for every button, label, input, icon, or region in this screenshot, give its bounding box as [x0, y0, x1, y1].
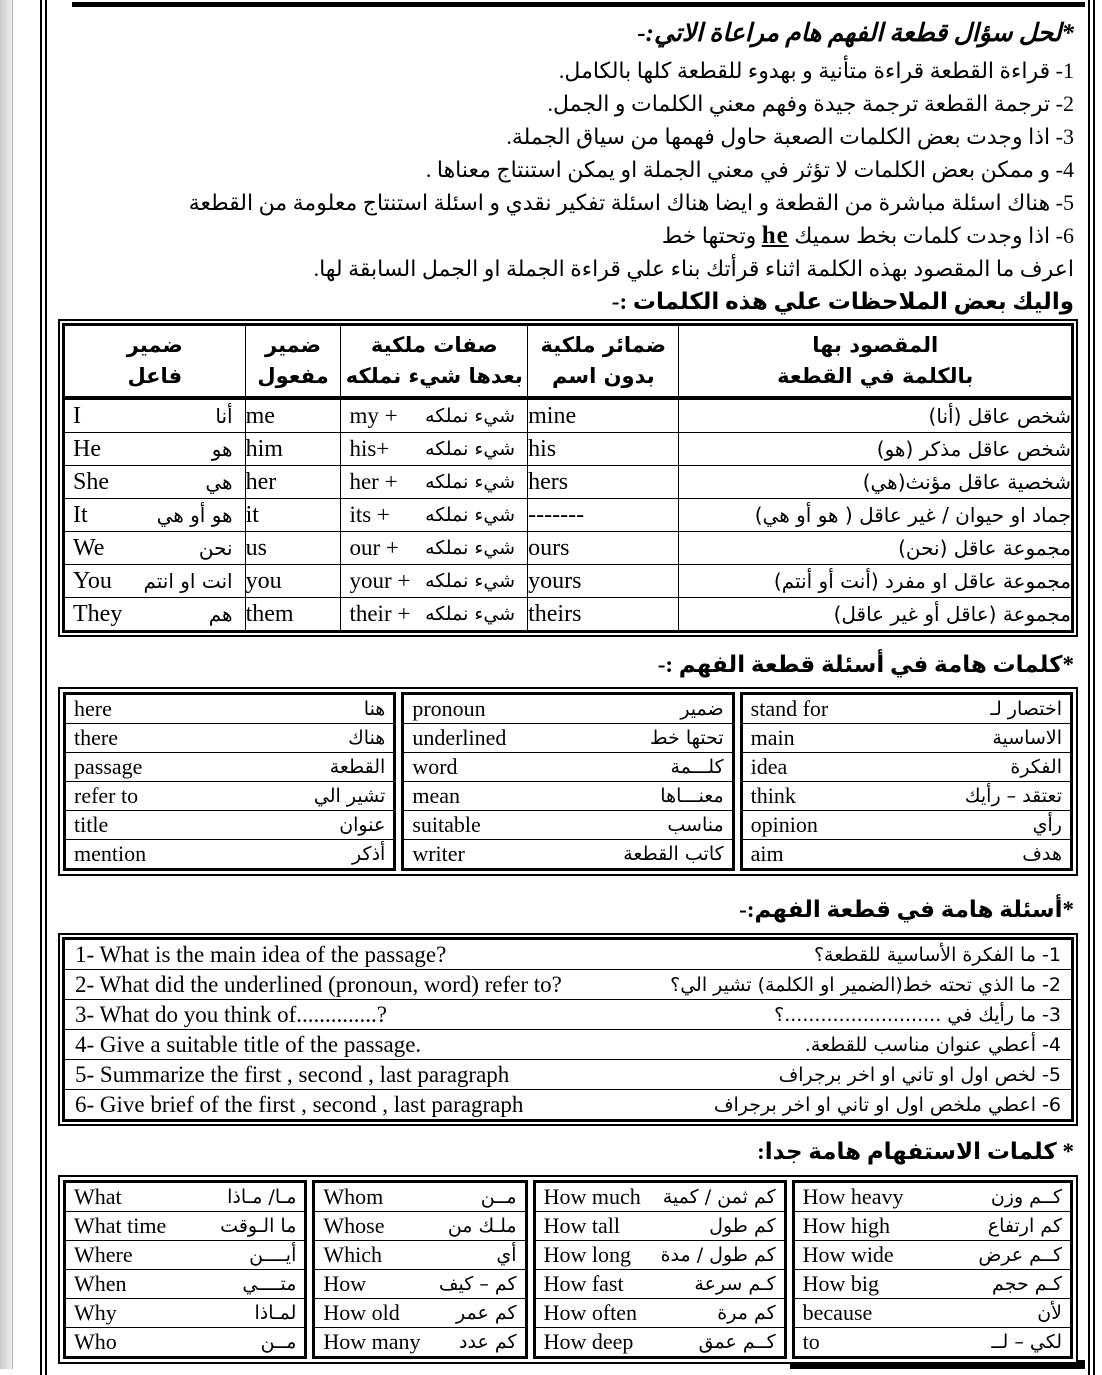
table-row [64, 433, 1073, 466]
subject-en: I [73, 402, 81, 429]
cell-possessive-adjective [341, 398, 528, 433]
poss-adj-ar: شيء نملكه [425, 471, 516, 493]
poss-adj-en: its + [349, 502, 390, 527]
instruction-6 [58, 219, 1074, 252]
scan-page-edge [0, 0, 13, 1369]
cell-subject [64, 499, 246, 532]
question-words-group-1 [63, 1180, 307, 1359]
qword-en: How many [323, 1329, 421, 1354]
vocab-en: writer [412, 841, 465, 866]
question-en: 4- Give a suitable title of the passage. [75, 1031, 422, 1057]
table-row [65, 1090, 1071, 1119]
qword-ar: ما الـوقت [220, 1215, 297, 1237]
qword-ar: لمـاذا [254, 1302, 297, 1324]
qword-ar: لكي – لــ [991, 1331, 1062, 1353]
meaning-text: شخص عاقل مذكر (هو) [876, 437, 1071, 461]
subject-en: She [73, 468, 109, 495]
table-row [65, 1030, 1071, 1060]
list-item [66, 1328, 304, 1356]
subject-ar: هو أو هي [156, 503, 233, 527]
qword-en: because [802, 1300, 873, 1325]
notes-heading: واليك بعض الملاحظات علي هذه الكلمات :- [611, 289, 1074, 314]
list-item [66, 1212, 304, 1241]
pronoun-table [62, 323, 1074, 633]
list-item [795, 1183, 1070, 1212]
vocab-en: here [74, 696, 112, 721]
cell-object: her [245, 466, 341, 499]
question-words-group-3 [533, 1180, 787, 1359]
question-ar: 2- ما الذي تحته خط(الضمير او الكلمة) تشير الي؟ [670, 973, 1061, 996]
qword-en: to [802, 1329, 820, 1354]
qword-en: How tall [543, 1213, 620, 1238]
qword-ar: كم ارتفاع [987, 1215, 1062, 1237]
question-en: 5- Summarize the first , second , last paragraph [75, 1061, 510, 1087]
list-item [66, 1270, 304, 1299]
vocab-section-heading: *كلمات هامة في أسئلة قطعة الفهم :- [657, 652, 1074, 677]
subject-ar: انت او انتم [143, 569, 233, 593]
vocab-en: there [74, 725, 118, 750]
list-item [315, 1212, 524, 1241]
instruction-6-suffix: وتحتها خط [661, 223, 762, 248]
table-row [64, 499, 1073, 532]
instruction-3: 3- اذا وجدت بعض الكلمات الصعبة حاول فهمها من سياق الجملة. [506, 124, 1074, 149]
header-line: بدون اسم [551, 364, 655, 388]
document-content [58, 6, 1078, 1364]
vocab-ar: رأي [1032, 814, 1062, 836]
question-ar: 3- ما رأيك في ..........................؟ [774, 1003, 1061, 1026]
meaning-text: مجموعة عاقل (نحن) [898, 536, 1071, 560]
question-en: 3- What do you think of..............? [75, 1001, 387, 1027]
instruction-6-note: اعرف ما المقصود بهذه الكلمة اثناء قرأتك بناء علي قراءة الجملة او الجمل السابقة لها. [313, 256, 1074, 281]
list-item [795, 1241, 1070, 1270]
question-words-table [58, 1175, 1078, 1364]
list-item [66, 695, 393, 724]
cell-possessive-adjective [341, 532, 528, 565]
qword-en: How big [802, 1271, 880, 1296]
header-line: فاعل [127, 364, 183, 388]
list-item [315, 1183, 524, 1212]
poss-adj-en: his+ [349, 436, 390, 461]
vocab-en: pronoun [412, 696, 486, 721]
qword-ar: كم – كيف [438, 1273, 517, 1295]
vocab-en: think [750, 783, 796, 808]
vocab-table [58, 687, 1078, 876]
cell-possessive-pronoun: his [528, 433, 679, 466]
instruction-1: 1- قراءة القطعة قراءة متأنية و بهدوء للقطعة كلها بالكامل. [558, 58, 1074, 83]
qword-ar: أيــــن [249, 1244, 297, 1266]
vocab-ar: معنـــاها [660, 785, 724, 807]
page-title: *لحل سؤال قطعة الفهم هام مراعاة الاتي:- [637, 20, 1074, 47]
header-possessive-adjectives [341, 325, 528, 399]
list-item [795, 1328, 1070, 1356]
instruction-2: 2- ترجمة القطعة ترجمة جيدة وفهم معني الكلمات و الجمل. [547, 91, 1074, 116]
qword-ar: لأن [1037, 1302, 1062, 1324]
header-line: المقصود بها [812, 333, 939, 357]
subject-en: We [73, 534, 105, 561]
qword-en: Where [74, 1242, 133, 1267]
subject-ar: نحن [198, 536, 233, 560]
qword-ar: ملـك من [447, 1215, 517, 1237]
qword-en: How wide [802, 1242, 894, 1267]
qword-ar: كم مرة [717, 1302, 776, 1324]
qword-en: How often [543, 1300, 638, 1325]
pronoun-table-frame [58, 319, 1078, 637]
cell-subject [64, 466, 246, 499]
list-item [795, 1299, 1070, 1328]
vocab-ar: تعتقد – رأيك [964, 785, 1062, 807]
qword-en: When [74, 1271, 127, 1296]
table-row [64, 466, 1073, 499]
list-item [743, 840, 1070, 868]
qword-en: Why [74, 1300, 117, 1325]
qword-ar: كـم حجم [992, 1273, 1062, 1295]
qword-ar: كم طول / مدة [660, 1244, 776, 1266]
poss-adj-ar: شيء نملكه [425, 570, 516, 592]
vocab-en: idea [750, 754, 788, 779]
vocab-en: word [412, 754, 458, 779]
questions-table-frame [58, 933, 1078, 1126]
qword-en: Which [323, 1242, 383, 1267]
qword-ar: كــم عمق [698, 1331, 776, 1353]
qword-ar: متــــي [242, 1273, 297, 1295]
cell-meaning [679, 466, 1073, 499]
subject-ar: هو [211, 437, 233, 461]
meaning-text: مجموعة (عاقل أو غير عاقل) [833, 602, 1071, 626]
qword-en: How deep [543, 1329, 634, 1354]
header-meaning [679, 325, 1073, 399]
qword-ar: مــن [480, 1186, 517, 1208]
list-item [315, 1241, 524, 1270]
vocab-en: passage [74, 754, 143, 779]
header-line: ضمائر ملكية [540, 333, 667, 357]
qword-en: How [323, 1271, 367, 1296]
list-item [315, 1270, 524, 1299]
list-item [315, 1299, 524, 1328]
qword-ar: كم عدد [459, 1331, 517, 1353]
list-item [536, 1299, 784, 1328]
cell-possessive-pronoun: mine [528, 398, 679, 433]
header-line: مفعول [257, 364, 329, 388]
poss-adj-ar: شيء نملكه [425, 438, 516, 460]
vocab-group-3 [740, 692, 1073, 871]
cell-meaning [679, 499, 1073, 532]
list-item [66, 1241, 304, 1270]
list-item [536, 1212, 784, 1241]
list-item [404, 753, 731, 782]
cell-meaning [679, 565, 1073, 598]
qword-en: How fast [543, 1271, 624, 1296]
poss-adj-en: my + [349, 403, 398, 428]
list-item [404, 695, 731, 724]
header-line: صفات ملكية [370, 333, 498, 357]
header-line: بالكلمة في القطعة [777, 364, 974, 388]
qword-en: How heavy [802, 1184, 904, 1209]
list-item [743, 753, 1070, 782]
cell-meaning [679, 398, 1073, 433]
qword-en: How much [543, 1184, 641, 1209]
list-item [404, 724, 731, 753]
header-possessive-pronouns [528, 325, 679, 399]
cell-object: him [245, 433, 341, 466]
list-item [66, 1183, 304, 1212]
qword-ar: كـم سرعة [694, 1273, 776, 1295]
vocab-group-1 [63, 692, 396, 871]
poss-adj-ar: شيء نملكه [425, 537, 516, 559]
list-item [404, 840, 731, 868]
list-item [743, 724, 1070, 753]
pronoun-table-header-row [64, 325, 1073, 399]
qword-ar: أي [496, 1244, 517, 1266]
qword-ar: كم ثمن / كمية [662, 1186, 776, 1208]
question-words-group-4 [792, 1180, 1073, 1359]
qword-en: Who [74, 1329, 117, 1354]
vocab-ar: تشير الي [313, 785, 386, 807]
vocab-en: mean [412, 783, 460, 808]
subject-ar: هم [208, 602, 233, 626]
question-words-group-2 [312, 1180, 527, 1359]
vocab-ar: ضمير [680, 698, 724, 720]
meaning-text: جماد او حيوان / غير عاقل ( هو أو هي) [754, 503, 1071, 527]
cell-possessive-adjective [341, 565, 528, 598]
poss-adj-en: her + [349, 469, 398, 494]
list-item [795, 1212, 1070, 1241]
question-en: 1- What is the main idea of the passage? [75, 941, 447, 967]
list-item [536, 1183, 784, 1212]
vocab-ar: عنوان [339, 814, 386, 836]
table-row [64, 532, 1073, 565]
list-item [315, 1328, 524, 1356]
question-ar: 4- أعطي عنوان مناسب للقطعة. [804, 1033, 1061, 1056]
vocab-ar: الاساسية [992, 727, 1062, 749]
instruction-6-prefix: 6- اذا وجدت كلمات بخط سميك [788, 223, 1074, 248]
vocab-en: aim [750, 841, 784, 866]
qword-ar: كم طول [709, 1215, 776, 1237]
qword-ar: كــم عرض [978, 1244, 1062, 1266]
meaning-text: مجموعة عاقل او مفرد (أنت أو أنتم) [773, 569, 1071, 593]
question-en: 6- Give brief of the first , second , last paragraph [75, 1091, 524, 1117]
subject-ar: أنا [215, 404, 233, 428]
poss-adj-en: their + [349, 601, 411, 626]
list-item [66, 753, 393, 782]
qword-en: What time [74, 1213, 167, 1238]
vocab-ar: مناسب [667, 814, 724, 836]
cell-possessive-adjective [341, 466, 528, 499]
vocab-en: refer to [74, 783, 139, 808]
list-item [66, 782, 393, 811]
header-line: ضمير [265, 333, 322, 357]
vocab-ar: كلـــمة [670, 756, 724, 778]
question-ar: 6- اعطي ملخص اول او تاني او اخر برجراف [713, 1093, 1061, 1116]
question-en: 2- What did the underlined (pronoun, word) refer to? [75, 971, 562, 997]
cell-subject [64, 433, 246, 466]
vocab-en: stand for [750, 696, 829, 721]
table-row [64, 398, 1073, 433]
qword-ar: كــم وزن [990, 1186, 1062, 1208]
list-item [536, 1270, 784, 1299]
vocab-ar: هدف [1022, 843, 1062, 865]
vocab-en: title [74, 812, 109, 837]
poss-adj-ar: شيء نملكه [425, 603, 516, 625]
table-row [65, 940, 1071, 970]
cell-object: me [245, 398, 341, 433]
list-item [536, 1328, 784, 1356]
subject-ar: هي [205, 470, 233, 494]
vocab-en: opinion [750, 812, 818, 837]
question-words-heading: * كلمات الاستفهام هامة جدا: [757, 1139, 1074, 1164]
table-row [65, 970, 1071, 1000]
cell-subject [64, 532, 246, 565]
cell-possessive-adjective [341, 598, 528, 632]
cell-meaning [679, 532, 1073, 565]
cell-possessive-pronoun: theirs [528, 598, 679, 632]
qword-ar: مــن [260, 1331, 297, 1353]
cell-possessive-pronoun: ours [528, 532, 679, 565]
subject-en: He [73, 435, 101, 462]
list-item [404, 811, 731, 840]
subject-en: You [73, 567, 112, 594]
table-row [64, 598, 1073, 632]
meaning-text: شخصية عاقل مؤنث(هي) [862, 470, 1071, 494]
vocab-ar: القطعة [329, 756, 386, 778]
qword-en: Whose [323, 1213, 385, 1238]
cell-subject [64, 565, 246, 598]
vocab-ar: كاتب القطعة [623, 843, 724, 865]
questions-section-heading: *أسئلة هامة في قطعة الفهم:- [739, 897, 1074, 922]
cell-possessive-pronoun: hers [528, 466, 679, 499]
header-line: بعدها شيء نملكه [345, 364, 523, 388]
list-item [66, 840, 393, 868]
qword-ar: كم عمر [456, 1302, 517, 1324]
table-row [65, 1000, 1071, 1030]
cell-object: us [245, 532, 341, 565]
qword-en: How long [543, 1242, 631, 1267]
list-item [536, 1241, 784, 1270]
questions-table [62, 937, 1074, 1122]
poss-adj-ar: شيء نملكه [425, 405, 516, 427]
vocab-ar: هنا [363, 698, 386, 720]
header-line: ضمير [126, 333, 183, 357]
header-subject-pronoun [64, 325, 246, 399]
list-item [404, 782, 731, 811]
question-ar: 1- ما الفكرة الأساسية للقطعة؟ [813, 943, 1061, 966]
table-row [65, 1060, 1071, 1090]
vocab-group-2 [401, 692, 734, 871]
list-item [743, 782, 1070, 811]
vocab-ar: اختصار لـ [990, 698, 1062, 720]
cell-possessive-pronoun: ------- [528, 499, 679, 532]
cell-object: you [245, 565, 341, 598]
cell-meaning [679, 433, 1073, 466]
cell-possessive-pronoun: yours [528, 565, 679, 598]
meaning-text: شخص عاقل (أنا) [928, 404, 1071, 428]
vocab-ar: هناك [348, 727, 386, 749]
subject-en: It [73, 501, 88, 528]
qword-en: Whom [323, 1184, 384, 1209]
question-ar: 5- لخص اول او تاني او اخر برجراف [778, 1063, 1061, 1086]
table-row [64, 565, 1073, 598]
vocab-en: main [750, 725, 795, 750]
list-item [66, 811, 393, 840]
qword-en: What [74, 1184, 122, 1209]
bold-underlined-example-word: he [761, 222, 789, 249]
instruction-5: 5- هناك اسئلة مباشرة من القطعة و ايضا هناك اسئلة تفكير نقدي و اسئلة استنتاج معلومة من القطعة [188, 190, 1074, 215]
list-item [795, 1270, 1070, 1299]
cell-possessive-adjective [341, 433, 528, 466]
qword-en: How old [323, 1300, 400, 1325]
list-item [66, 1299, 304, 1328]
cell-possessive-adjective [341, 499, 528, 532]
vocab-ar: تحتها خط [650, 727, 724, 749]
vocab-en: suitable [412, 812, 481, 837]
vocab-en: mention [74, 841, 147, 866]
list-item [743, 695, 1070, 724]
cell-object: them [245, 598, 341, 632]
poss-adj-en: our + [349, 535, 399, 560]
vocab-en: underlined [412, 725, 507, 750]
cell-meaning [679, 598, 1073, 632]
cell-subject [64, 598, 246, 632]
instruction-4: 4- و ممكن بعض الكلمات لا تؤثر في معني الجملة او يمكن استنتاج معناها . [425, 157, 1074, 182]
list-item [743, 811, 1070, 840]
vocab-ar: الفكرة [1010, 756, 1062, 778]
cell-object: it [245, 499, 341, 532]
vocab-ar: أذكر [352, 843, 386, 865]
list-item [66, 724, 393, 753]
qword-en: How high [802, 1213, 891, 1238]
cell-subject [64, 398, 246, 433]
poss-adj-en: your + [349, 568, 411, 593]
poss-adj-ar: شيء نملكه [425, 504, 516, 526]
subject-en: They [73, 600, 123, 627]
qword-ar: مـا/ مـاذا [227, 1186, 297, 1208]
header-object-pronoun [245, 325, 341, 399]
